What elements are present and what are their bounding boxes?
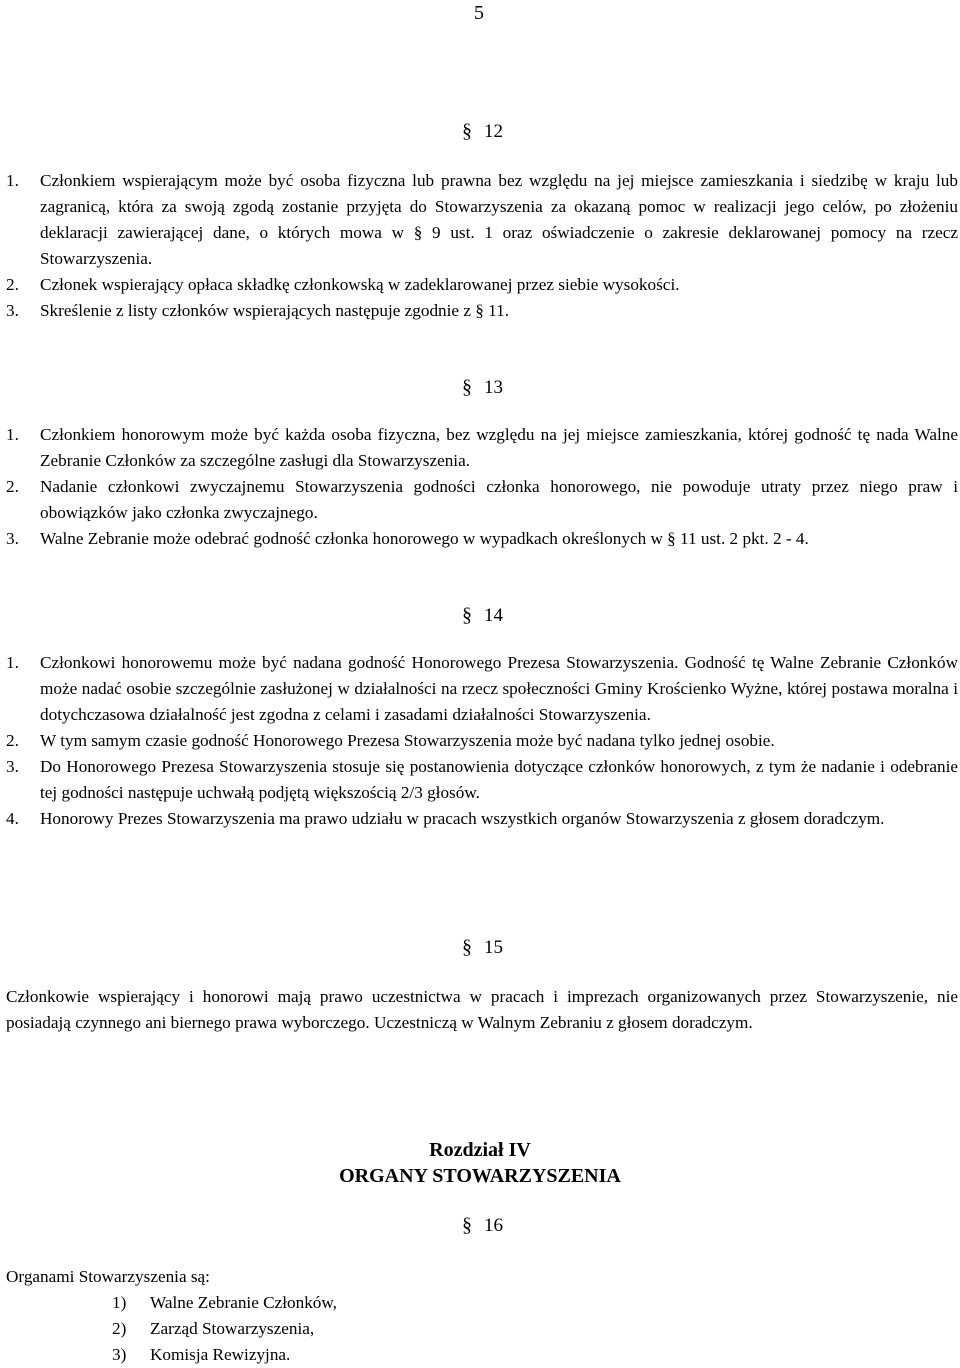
section-heading-15: § 15 <box>462 936 503 958</box>
organ-list <box>112 1290 337 1368</box>
section-12-list <box>6 168 958 324</box>
list-item: 3. Skreślenie z listy członków wspierających następuje zgodnie z § 11. <box>6 301 510 320</box>
section-heading-16: § 16 <box>462 1214 503 1236</box>
section-symbol: § <box>462 120 472 142</box>
list-item: 3) Komisja Rewizyjna. <box>112 1345 291 1364</box>
list-item: 3. Do Honorowego Prezesa Stowarzyszenia stosuje się postanowienia dotyczące członków honorowych, z tym że nadanie i odebranie tej godności następuje uchwałą podjętą większością 2/3 głosów. <box>6 757 958 802</box>
section-15-paragraph: Członkowie wspierający i honorowi mają prawo uczestnictwa w pracach i imprezach organizowanych przez Stowarzyszenie, nie posiadają czynnego ani biernego prawa wyborczego. Uczestniczą w Walnym Zebraniu z głosem doradczym. <box>6 987 958 1032</box>
section-heading-12: § 12 <box>462 120 503 142</box>
list-item: 3. Walne Zebranie może odebrać godność członka honorowego w wypadkach określonych w § 11 ust. 2 pkt. 2 - 4. <box>6 529 809 548</box>
page-number: 5 <box>474 2 484 24</box>
section-symbol: § <box>462 936 472 958</box>
list-item: 1) Walne Zebranie Członków, <box>112 1293 337 1312</box>
chapter-title: Rozdział IV <box>429 1139 531 1161</box>
section-symbol: § <box>462 604 472 626</box>
list-item: 2. Nadanie członkowi zwyczajnemu Stowarzyszenia godności członka honorowego, nie powoduje utraty przez niego praw i obowiązków jako członka zwyczajnego. <box>6 477 958 522</box>
section-symbol: § <box>462 1214 472 1236</box>
list-item: 1. Członkowi honorowemu może być nadana godność Honorowego Prezesa Stowarzyszenia. Godność tę Walne Zebranie Członków może nadać osobie szczególnie zasłużonej w działalności na rzecz społeczności Gminy Krościenko Wyżne, której postawa moralna i dotychczasowa działalność jest zgodna z celami i zasadami działalności Stowarzyszenia. <box>6 653 958 724</box>
section-heading-14: § 14 <box>462 604 503 626</box>
section-symbol: § <box>462 376 472 398</box>
list-item: 2) Zarząd Stowarzyszenia, <box>112 1319 315 1338</box>
section-heading-13: § 13 <box>462 376 503 398</box>
section-14-list <box>6 650 958 832</box>
section-13-list <box>6 422 958 552</box>
list-item: 4. Honorowy Prezes Stowarzyszenia ma prawo udziału w pracach wszystkich organów Stowarzyszenia z głosem doradczym. <box>6 809 885 828</box>
section-16-intro: Organami Stowarzyszenia są: <box>6 1267 210 1286</box>
list-item: 1. Członkiem honorowym może być każda osoba fizyczna, bez względu na jej miejsce zamieszkania, której godność tę nada Walne Zebranie Członków za szczególne zasługi dla Stowarzyszenia. <box>6 425 958 470</box>
list-item: 1. Członkiem wspierającym może być osoba fizyczna lub prawna bez względu na jej miejsce zamieszkania i siedzibę w kraju lub zagranicą, która za swoją zgodą zostanie przyjęta do Stowarzyszenia za okazaną pomoc w realizacji jego celów, po złożeniu deklaracji zawierającej dane, o których mowa w § 9 ust. 1 oraz oświadczenie o zakresie deklarowanej pomocy na rzecz Stowarzyszenia. <box>6 171 958 268</box>
list-item: 2. W tym samym czasie godność Honorowego Prezesa Stowarzyszenia może być nadana tylko jednej osobie. <box>6 731 775 750</box>
chapter-subtitle: ORGANY STOWARZYSZENIA <box>339 1165 621 1187</box>
list-item: 2. Członek wspierający opłaca składkę członkowską w zadeklarowanej przez siebie wysokości. <box>6 275 680 294</box>
